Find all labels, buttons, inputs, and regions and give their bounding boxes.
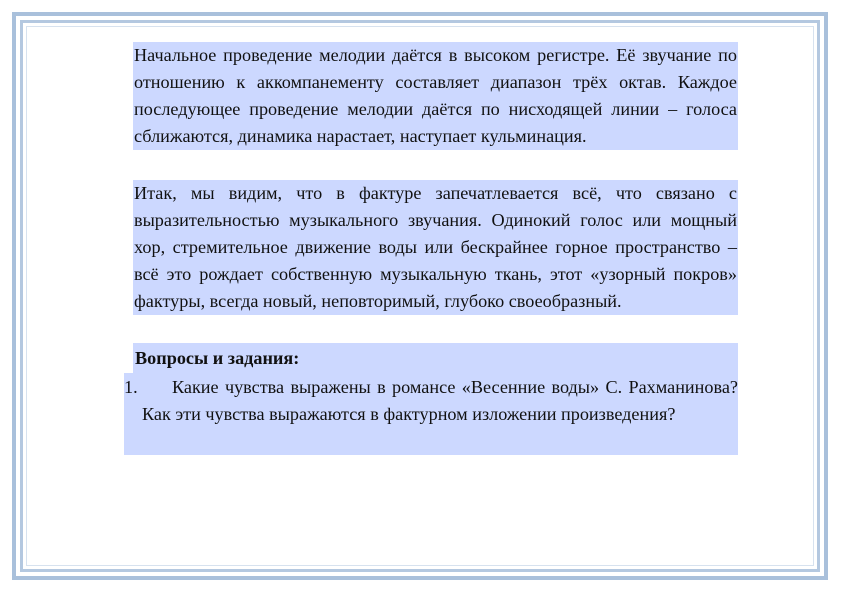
question-number: 1.: [124, 377, 138, 397]
question-item: [124, 374, 738, 428]
paragraph-text: Итак, мы видим, что в фактуре запечатлевается всё, что связано с выразительностью музыкального звучания. Одинокий голос или мощный хор, стремительное движение воды или бескрайнее горное пространство – всё это рождает собственную музыкальную ткань, этот «узорный покров» фактуры, всегда новый, неповторимый, глубоко своеобразный.: [134, 183, 737, 311]
paragraph-texture: [133, 180, 738, 315]
paragraph-melody: [133, 42, 738, 150]
questions-heading: Вопросы и задания:: [133, 343, 738, 373]
paragraph-text: Начальное проведение мелодии даётся в высоком регистре. Её звучание по отношению к аккомпанементу составляет диапазон трёх октав. Каждое последующее проведение мелодии даётся по нисходящей линии – голоса сближаются, динамика нарастает, наступает кульминация.: [134, 45, 737, 146]
question-text: Какие чувства выражены в романсе «Весенние воды» С. Рахманинова? Как эти чувства выражаются в фактурном изложении произведения?: [142, 377, 738, 424]
